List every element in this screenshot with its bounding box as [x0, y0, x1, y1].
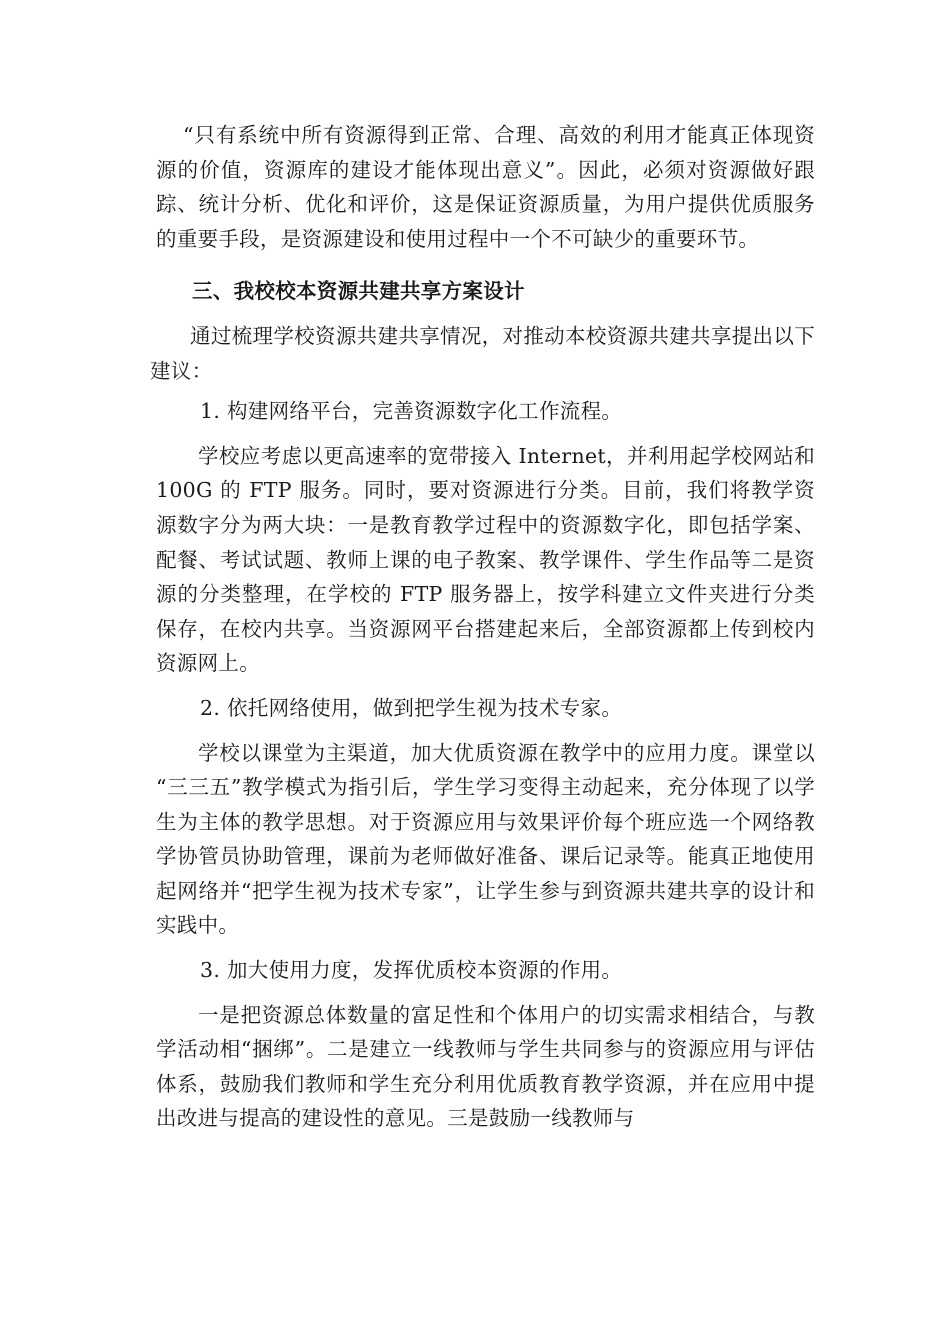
paragraph-network-platform: 学校应考虑以更高速率的宽带接入 Internet，并利用起学校网站和 100G 的 FTP 服务。同时，要对资源进行分类。目前，我们将教学资源数字分为两大块：一是教育教学过程中的资源数字化，即包括学案、配餐、考试试题、教师上课的电子教案、教学课件、学生作品等二是资源的分类整理，在学校的 FTP 服务器上，按学科建立文件夹进行分类保存，在校内共享。当资源网平台搭建起来后，全部资源都上传到校内资源网上。: [156, 443, 815, 676]
section-heading-3: 三、我校校本资源共建共享方案设计: [192, 279, 525, 304]
subheading-2: 2. 依托网络使用，做到把学生视为技术专家。: [200, 695, 623, 720]
document-body: [150, 118, 815, 1136]
subheading-3: 3. 加大使用力度，发挥优质校本资源的作用。: [200, 958, 623, 983]
subheading-1: 1. 构建网络平台，完善资源数字化工作流程。: [200, 399, 623, 424]
paragraph-usage: 一是把资源总体数量的富足性和个体用户的切实需求相结合，与教学活动相“捆绑”。二是建立一线教师与学生共同参与的资源应用与评估体系，鼓励我们教师和学生充分利用优质教育教学资源，并在应用中提出改进与提高的建设性的意见。三是鼓励一线教师与: [156, 1002, 815, 1131]
paragraph-resource-value: “只有系统中所有资源得到正常、合理、高效的利用才能真正体现资源的价值，资源库的建设才能体现出意义”。因此，必须对资源做好跟踪、统计分析、优化和评价，这是保证资源质量，为用户提供优质服务的重要手段，是资源建设和使用过程中一个不可缺少的重要环节。: [156, 123, 815, 251]
paragraph-intro: 通过梳理学校资源共建共享情况，对推动本校资源共建共享提出以下建议：: [150, 323, 815, 383]
paragraph-network-use: 学校以课堂为主渠道，加大优质资源在教学中的应用力度。课堂以 “三三五”教学模式为指引后，学生学习变得主动起来，充分体现了以学生为主体的教学思想。对于资源应用与效果评价每个班应选一个网络教学协管员协助管理，课前为老师做好准备、课后记录等。能真正地使用起网络并“把学生视为技术专家”，让学生参与到资源共建共享的设计和实践中。: [156, 740, 815, 938]
